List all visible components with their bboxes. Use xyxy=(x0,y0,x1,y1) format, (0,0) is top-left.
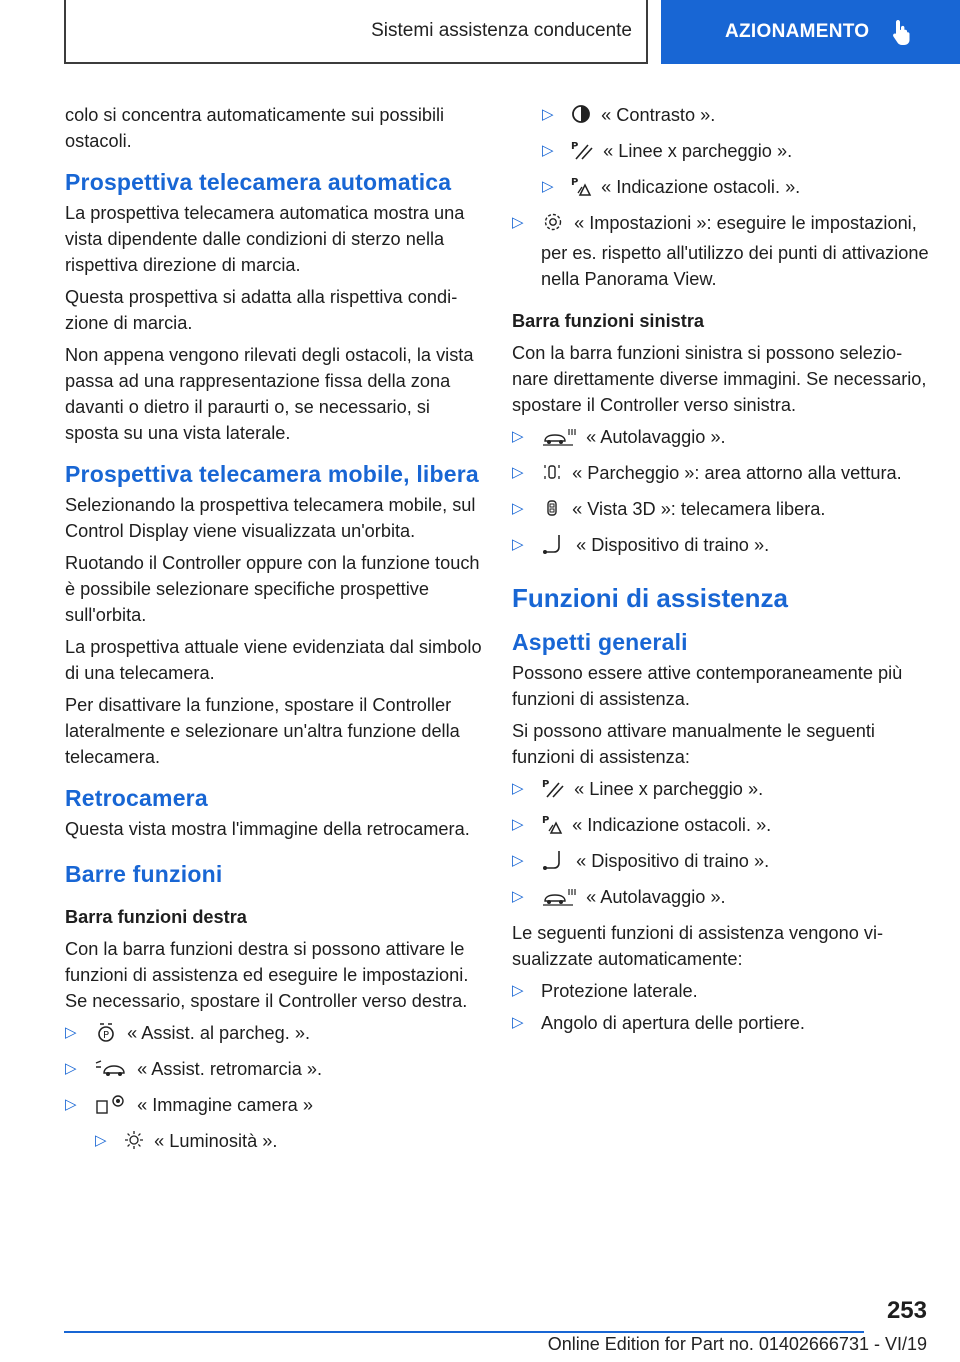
3d-view-icon xyxy=(541,497,563,526)
triangle-bullet-icon: ▷ xyxy=(512,464,524,481)
paragraph: Ruotando il Controller oppure con la funzione touch è possibile selezionare specifiche prospettive sull'orbita. xyxy=(65,553,480,625)
list-item: ▷ P « Indicazione ostacoli. ». xyxy=(512,174,932,204)
list-item: ▷ P « Linee x parcheggio ». xyxy=(512,776,932,806)
list-item: ▷ « Parcheggio »: area attorno alla vettura. xyxy=(512,460,932,490)
triangle-bullet-icon: ▷ xyxy=(512,982,524,999)
list-item: ▷ « Vista 3D »: telecamera libera. xyxy=(512,496,932,526)
right-bar-list-continued xyxy=(512,210,932,292)
paragraph: Questa prospettiva si adatta alla rispettiva condizione di marcia. xyxy=(65,287,458,333)
paragraph: Possono essere attive contemporaneamente più funzioni di assistenza. xyxy=(512,663,903,709)
parking-lines-icon xyxy=(570,139,594,168)
trailer-hitch-icon xyxy=(541,533,567,562)
list-item: ▷ « Luminosità ». xyxy=(65,1128,483,1158)
gear-icon xyxy=(541,211,565,240)
paragraph: Selezionando la prospettiva telecamera mobile, sul Control Display viene visualizzata un'orbita. xyxy=(65,495,476,541)
footer-divider xyxy=(64,1331,864,1333)
list-item: ▷ « Impostazioni »: eseguire le impostazioni, per es. rispetto all'utilizzo dei punti di attivazione nella Panorama View. xyxy=(512,210,932,292)
list-item: ▷ P « Assist. al parcheg. ». xyxy=(65,1020,483,1050)
triangle-bullet-icon: ▷ xyxy=(512,888,524,905)
list-item: ▷ Protezione laterale. xyxy=(512,978,932,1004)
svg-text:P: P xyxy=(103,1030,110,1041)
section-title: Sistemi assistenza conducente xyxy=(371,20,632,41)
left-column xyxy=(65,102,483,1164)
paragraph: Con la barra funzioni destra si possono attivare le funzioni di assistenza ed eseguire le impostazioni. Se necessario, spostare il Controller verso destra. xyxy=(65,939,469,1011)
triangle-bullet-icon: ▷ xyxy=(512,1014,524,1031)
triangle-bullet-icon: ▷ xyxy=(512,536,524,553)
list-item: ▷ « Dispositivo di traino ». xyxy=(512,848,932,878)
paragraph: Con la barra funzioni sinistra si possono selezionare direttamente diverse immagini. Se necessario, spostare il Controller verso sinistra. xyxy=(512,343,927,415)
triangle-bullet-icon: ▷ xyxy=(512,428,524,445)
camera-settings-icon xyxy=(94,1093,128,1122)
trailer-hitch-icon xyxy=(541,849,567,878)
park-assist-icon xyxy=(94,1021,118,1050)
triangle-bullet-icon: ▷ xyxy=(65,1096,77,1113)
triangle-bullet-icon: ▷ xyxy=(65,1024,77,1041)
list-item: ▷ « Autolavaggio ». xyxy=(512,424,932,454)
list-item: ▷ P « Indicazione ostacoli. ». xyxy=(512,812,932,842)
heading-automatic-camera: Prospettiva telecamera automatica xyxy=(65,169,452,195)
manual-functions-list xyxy=(512,776,932,914)
contrast-icon xyxy=(570,103,592,132)
paragraph: Si possono attivare manualmente le seguenti funzioni di assistenza: xyxy=(512,721,875,767)
parking-lines-icon xyxy=(541,777,565,806)
obstacle-icon xyxy=(541,813,563,842)
car-wash-icon xyxy=(541,887,577,914)
paragraph: La prospettiva attuale viene evidenziata dal simbolo di una telecamera. xyxy=(65,637,482,683)
reverse-assist-icon xyxy=(94,1059,128,1086)
svg-text:P: P xyxy=(542,815,550,826)
brightness-icon xyxy=(123,1129,145,1158)
edition-note: Online Edition for Part no. 01402666731 - VI/19 xyxy=(547,1334,927,1354)
svg-text:P: P xyxy=(542,779,550,790)
triangle-bullet-icon: ▷ xyxy=(512,214,524,231)
heading-general-aspects: Aspetti generali xyxy=(512,629,688,655)
triangle-bullet-icon: ▷ xyxy=(65,1060,77,1077)
triangle-bullet-icon: ▷ xyxy=(542,106,554,123)
list-item: ▷ « Dispositivo di traino ». xyxy=(512,532,932,562)
intro-paragraph: colo si concentra automaticamente sui possibili ostacoli. xyxy=(65,105,445,151)
paragraph: La prospettiva telecamera automatica mostra una vista dipendente dalle condizioni di sterzo nella rispettiva direzione di marcia. xyxy=(65,203,465,275)
right-column xyxy=(512,102,932,1042)
svg-text:P: P xyxy=(571,141,579,152)
list-item: ▷ P « Linee x parcheggio ». xyxy=(512,138,932,168)
svg-text:P: P xyxy=(571,177,579,188)
heading-rear-camera: Retrocamera xyxy=(65,785,208,811)
chapter-tab xyxy=(661,0,960,64)
list-item: ▷ « Immagine camera » xyxy=(65,1092,483,1122)
triangle-bullet-icon: ▷ xyxy=(512,816,524,833)
triangle-bullet-icon: ▷ xyxy=(512,852,524,869)
list-item: ▷ « Assist. retromarcia ». xyxy=(65,1056,483,1086)
left-bar-list xyxy=(512,424,932,562)
triangle-bullet-icon: ▷ xyxy=(542,142,554,159)
running-header xyxy=(64,0,648,64)
chapter-title: AZIONAMENTO xyxy=(725,21,870,42)
triangle-bullet-icon: ▷ xyxy=(95,1132,107,1149)
heading-left-bar: Barra funzioni sinistra xyxy=(512,311,705,331)
triangle-bullet-icon: ▷ xyxy=(512,780,524,797)
paragraph: Questa vista mostra l'immagine della retrocamera. xyxy=(65,819,470,839)
automatic-functions-list xyxy=(512,978,932,1036)
right-bar-list xyxy=(65,1020,483,1122)
obstacle-icon xyxy=(570,175,592,204)
heading-mobile-camera: Prospettiva telecamera mobile, libera xyxy=(65,461,479,487)
top-view-icon xyxy=(541,461,563,490)
camera-image-sublist-continued xyxy=(512,102,932,204)
paragraph: Non appena vengono rilevati degli ostacoli, la vista passa ad una rappresentazione fissa della zona davanti o dietro il paraurti o, se necessario, si sposta su una vista laterale. xyxy=(65,345,474,443)
heading-assist-functions: Funzioni di assistenza xyxy=(512,583,788,613)
list-item: ▷ « Autolavaggio ». xyxy=(512,884,932,914)
triangle-bullet-icon: ▷ xyxy=(512,500,524,517)
paragraph: Per disattivare la funzione, spostare il Controller lateralmente e selezionare un'altra funzione della telecamera. xyxy=(65,695,460,767)
hand-pointer-icon xyxy=(891,18,913,46)
triangle-bullet-icon: ▷ xyxy=(542,178,554,195)
camera-image-sublist xyxy=(65,1128,483,1158)
paragraph: Le seguenti funzioni di assistenza vengono visualizzate automaticamente: xyxy=(512,923,884,969)
car-wash-icon xyxy=(541,427,577,454)
heading-function-bars: Barre funzioni xyxy=(65,861,223,887)
list-item: ▷ « Contrasto ». xyxy=(512,102,932,132)
list-item: ▷ Angolo di apertura delle portiere. xyxy=(512,1010,932,1036)
heading-right-bar: Barra funzioni destra xyxy=(65,907,247,927)
page-number: 253 xyxy=(886,1297,927,1324)
